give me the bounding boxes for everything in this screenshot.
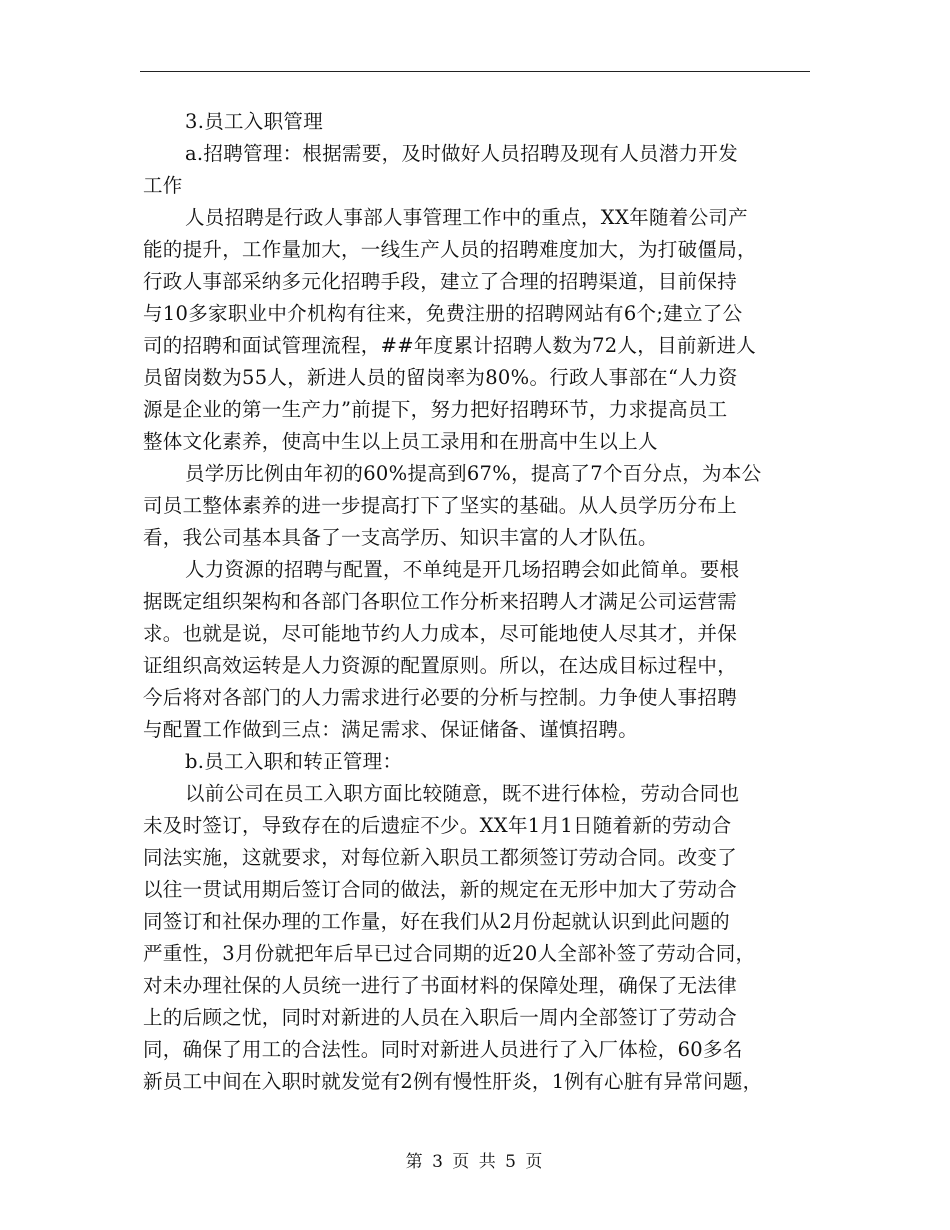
text-line: 源是企业的第一生产力”前提下，努力把好招聘环节，力求提高员工 [143, 398, 728, 421]
page-number-footer: 第 3 页 共 5 页 [405, 1152, 545, 1172]
text-line: 上的后顾之忧，同时对新进的人员在入职后一周内全部签订了劳动合 [143, 1006, 738, 1029]
text-line: 人员招聘是行政人事部人事管理工作中的重点，XX年随着公司产 [185, 206, 748, 229]
text-line: 对未办理社保的人员统一进行了书面材料的保障处理，确保了无法律 [143, 974, 738, 997]
header-rule [140, 71, 810, 72]
text-line: 行政人事部采纳多元化招聘手段，建立了合理的招聘渠道，目前保持 [143, 270, 738, 293]
text-line: 3.员工入职管理 [185, 110, 324, 133]
text-line: 人力资源的招聘与配置，不单纯是开几场招聘会如此简单。要根 [185, 558, 740, 581]
text-line: 与配置工作做到三点：满足需求、保证储备、谨慎招聘。 [143, 718, 639, 741]
text-line: 员学历比例由年初的60%提高到67%，提高了7个百分点，为本公 [185, 462, 762, 485]
text-line: 证组织高效运转是人力资源的配置原则。所以，在达成目标过程中， [143, 654, 738, 677]
text-line: 以往一贯试用期后签订合同的做法，新的规定在无形中加大了劳动合 [143, 878, 738, 901]
text-line: 司的招聘和面试管理流程，##年度累计招聘人数为72人，目前新进人 [143, 334, 757, 357]
text-line: 同签订和社保办理的工作量，好在我们从2月份起就认识到此问题的 [143, 910, 730, 933]
document-body [143, 106, 813, 1098]
text-line: 工作 [143, 174, 183, 197]
text-line: 以前公司在员工入职方面比较随意，既不进行体检，劳动合同也 [185, 782, 740, 805]
text-line: 员留岗数为55人，新进人员的留岗率为80%。行政人事部在“人力资 [143, 366, 738, 389]
text-line: 看，我公司基本具备了一支高学历、知识丰富的人才队伍。 [143, 526, 658, 549]
text-line: 司员工整体素养的进一步提高打下了坚实的基础。从人员学历分布上 [143, 494, 738, 517]
text-line: 严重性，3月份就把年后早已过合同期的近20人全部补签了劳动合同， [143, 942, 756, 965]
text-line: 求。也就是说，尽可能地节约人力成本，尽可能地使人尽其才，并保 [143, 622, 738, 645]
text-line: a.招聘管理：根据需要，及时做好人员招聘及现有人员潜力开发 [185, 142, 739, 165]
text-line: 同法实施，这就要求，对每位新入职员工都须签订劳动合同。改变了 [143, 846, 738, 869]
text-line: 整体文化素养，使高中生以上员工录用和在册高中生以上人 [143, 430, 658, 453]
text-line: 据既定组织架构和各部门各职位工作分析来招聘人才满足公司运营需 [143, 590, 738, 613]
text-line: 能的提升，工作量加大，一线生产人员的招聘难度加大，为打破僵局， [143, 238, 757, 261]
text-line: 今后将对各部门的人力需求进行必要的分析与控制。力争使人事招聘 [143, 686, 738, 709]
text-line: 新员工中间在入职时就发觉有2例有慢性肝炎，1例有心脏有异常问题， [143, 1070, 763, 1093]
text-line: 未及时签订，导致存在的后遗症不少。XX年1月1日随着新的劳动合 [143, 814, 732, 837]
text-line: b.员工入职和转正管理： [185, 750, 403, 773]
text-line: 与10多家职业中介机构有往来，免费注册的招聘网站有6个;建立了公 [143, 302, 743, 325]
text-line: 同，确保了用工的合法性。同时对新进人员进行了入厂体检，60多名 [143, 1038, 743, 1061]
